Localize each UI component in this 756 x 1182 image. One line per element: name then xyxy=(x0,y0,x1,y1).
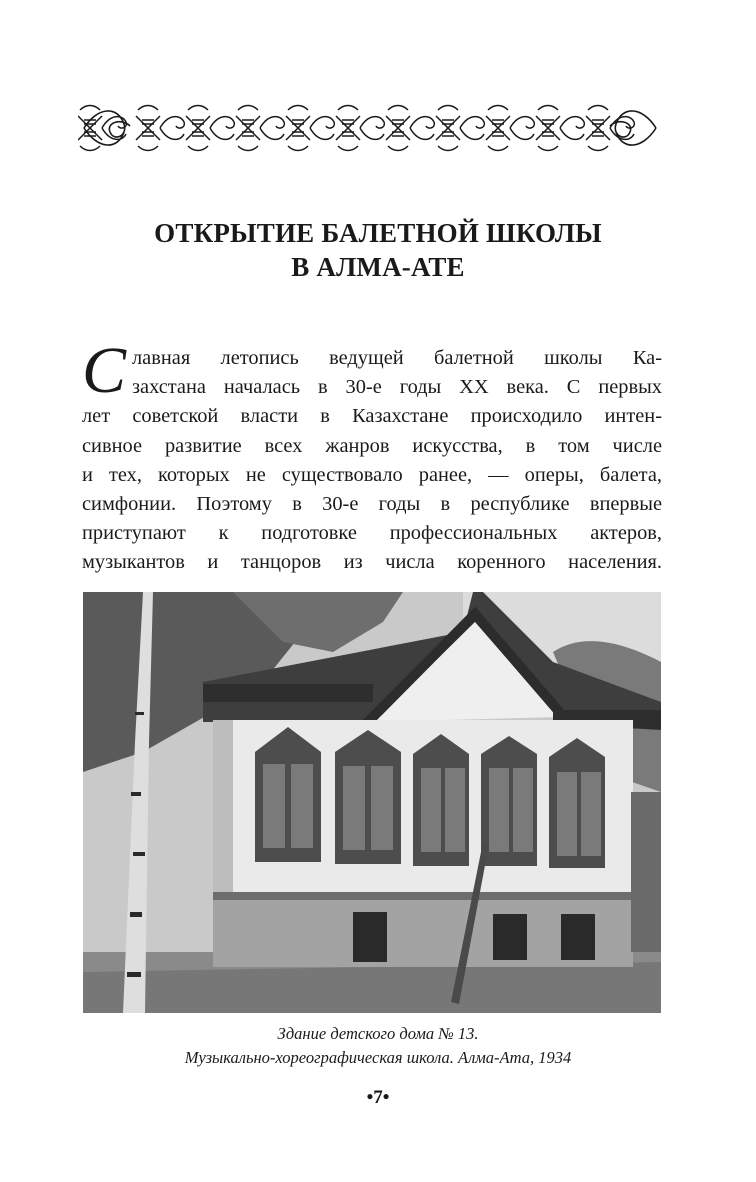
body-line: и тех, которых не существовало ранее, — оперы, балета, xyxy=(82,463,662,486)
body-line: лет советской власти в Казахстане происходило интен- xyxy=(82,405,662,428)
chapter-title-line-1: ОТКРЫТИЕ БАЛЕТНОЙ ШКОЛЫ xyxy=(154,218,602,248)
body-line: сивное развитие всех жанров искусства, в том числе xyxy=(82,434,662,457)
body-line: симфонии. Поэтому в 30-е годы в республике впервые xyxy=(82,492,662,515)
page-number: •7• xyxy=(366,1087,390,1108)
drop-cap: С xyxy=(82,334,127,407)
decorative-ornament-border xyxy=(78,96,662,160)
caption-line-2: Музыкально-хореографическая школа. Алма-Ата, 1934 xyxy=(184,1048,572,1067)
chapter-title xyxy=(0,216,756,284)
body-line: лавная летопись ведущей балетной школы Ка- xyxy=(132,347,662,369)
chapter-title-line-2: В АЛМА-АТЕ xyxy=(291,252,465,282)
body-line: захстана началась в 30-е годы XX века. С первых xyxy=(132,376,662,399)
caption-line-1: Здание детского дома № 13. xyxy=(277,1024,479,1043)
building-photograph xyxy=(83,592,661,1013)
body-line: музыкантов и танцоров из числа коренного населения. xyxy=(82,551,662,574)
body-line: приступают к подготовке профессиональных актеров, xyxy=(82,522,662,545)
body-paragraph xyxy=(82,334,662,578)
photo-caption xyxy=(0,1022,756,1070)
